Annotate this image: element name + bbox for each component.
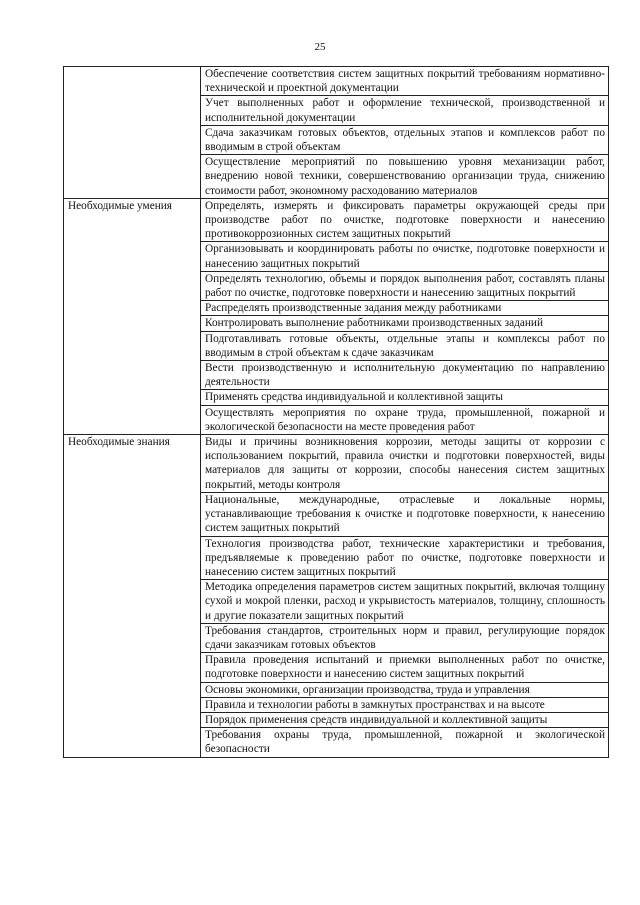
list-item: Требования стандартов, строительных норм и правил, регулирующие порядок сдачи заказчикам готовых объектов xyxy=(201,623,609,652)
list-item: Требования охраны труда, промышленной, пожарной и экологической безопасности xyxy=(201,728,609,757)
list-item: Сдача заказчикам готовых объектов, отдельных этапов и комплексов работ по вводимым в строй объектам xyxy=(201,125,609,154)
list-item: Осуществление мероприятий по повышению уровня механизации работ, внедрению новой техники, совершенствованию организации труда, снижению стоимости работ, экономному расходованию материалов xyxy=(201,155,609,199)
table-row xyxy=(64,67,609,96)
list-item: Учет выполненных работ и оформление технической, производственной и исполнительной документации xyxy=(201,96,609,125)
table-row xyxy=(64,198,609,242)
list-item: Организовывать и координировать работы по очистке, подготовке поверхности и нанесению защитных покрытий xyxy=(201,242,609,271)
requirements-table xyxy=(63,66,609,758)
section-label-skills: Необходимые умения xyxy=(64,198,201,434)
table-row xyxy=(64,435,609,493)
section-label-knowledge: Необходимые знания xyxy=(64,435,201,757)
list-item: Национальные, международные, отраслевые и локальные нормы, устанавливающие требования к очистке и подготовке поверхности, к нанесению систем защитных покрытий xyxy=(201,492,609,536)
list-item: Обеспечение соответствия систем защитных покрытий требованиям нормативно-технической и проектной документации xyxy=(201,67,609,96)
list-item: Определять, измерять и фиксировать параметры окружающей среды при производстве работ по очистке, подготовке поверхности и нанесению противокоррозионных систем защитных покрытий xyxy=(201,198,609,242)
list-item: Порядок применения средств индивидуальной и коллективной защиты xyxy=(201,712,609,727)
list-item: Виды и причины возникновения коррозии, методы защиты от коррозии с использованием покрытий, правила очистки и подготовки поверхностей, виды материалов для защиты от коррозии, способы нанесения систем защитных покрытий, методы контроля xyxy=(201,435,609,493)
list-item: Контролировать выполнение работниками производственных заданий xyxy=(201,316,609,331)
list-item: Методика определения параметров систем защитных покрытий, включая толщину сухой и мокрой пленки, расход и укрывистость материалов, толщину, сплошность и другие показатели защитных покрытий xyxy=(201,580,609,624)
list-item: Распределять производственные задания между работниками xyxy=(201,301,609,316)
list-item: Применять средства индивидуальной и коллективной защиты xyxy=(201,390,609,405)
section-label-continued xyxy=(64,67,201,199)
list-item: Технология производства работ, технические характеристики и требования, предъявляемые к проведению работ по очистке, подготовке поверхности и нанесению систем защитных покрытий xyxy=(201,536,609,580)
list-item: Осуществлять мероприятия по охране труда, промышленной, пожарной и экологической безопасности на месте проведения работ xyxy=(201,405,609,434)
list-item: Определять технологию, объемы и порядок выполнения работ, составлять планы работ по очистке, подготовке поверхности и нанесению защитных покрытий xyxy=(201,271,609,300)
list-item: Подготавливать готовые объекты, отдельные этапы и комплексы работ по вводимым в строй объектам к сдаче заказчикам xyxy=(201,331,609,360)
page-number: 25 xyxy=(314,41,326,53)
list-item: Основы экономики, организации производства, труда и управления xyxy=(201,682,609,697)
list-item: Правила и технологии работы в замкнутых пространствах и на высоте xyxy=(201,697,609,712)
list-item: Вести производственную и исполнительную документацию по направлению деятельности xyxy=(201,361,609,390)
list-item: Правила проведения испытаний и приемки выполненных работ по очистке, подготовке поверхности и нанесению систем защитных покрытий xyxy=(201,653,609,682)
